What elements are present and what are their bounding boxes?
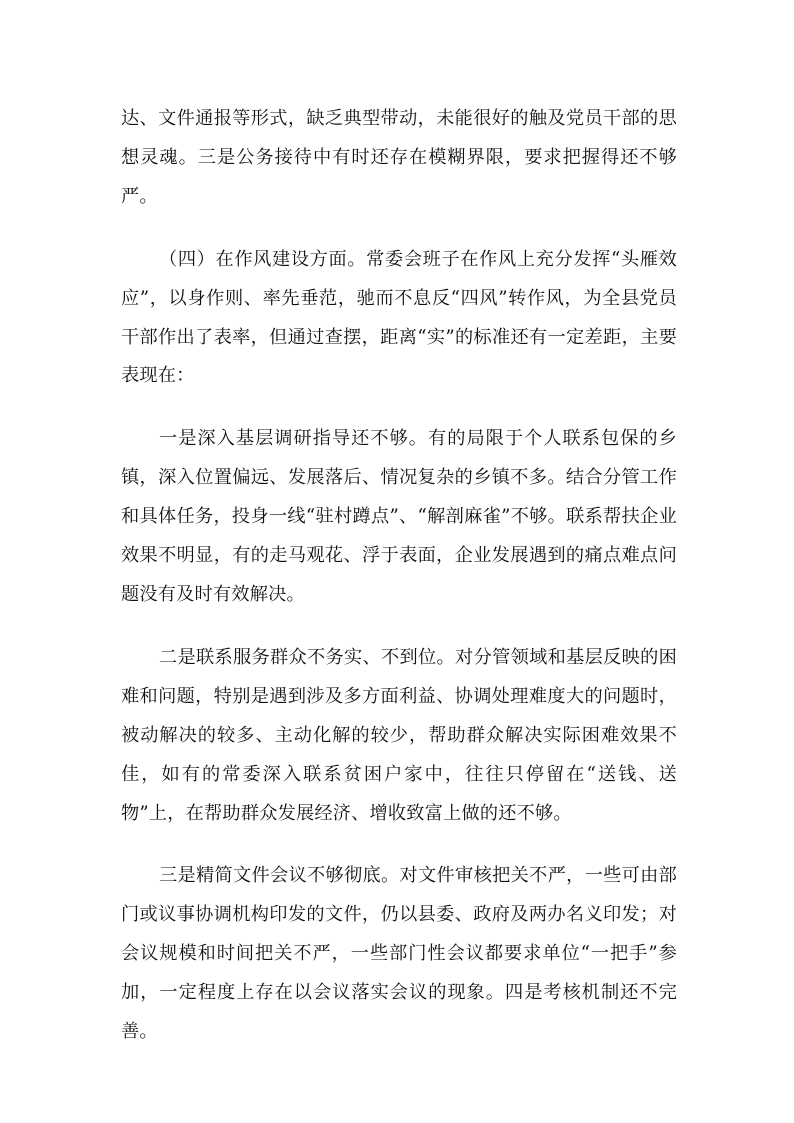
paragraph-point-one: 一是深入基层调研指导还不够。有的局限于个人联系包保的乡镇，深入位置偏远、发展落后、情况复杂的乡镇不多。结合分管工作和具体任务，投身一线“驻村蹲点”、“解剖麻雀”不够。联系帮扶企业效果不明显，有的走马观花、浮于表面，企业发展遇到的痛点难点问题没有及时有效解决。 — [121, 428, 677, 605]
paragraph-gap — [121, 396, 677, 420]
document-body — [121, 100, 677, 1052]
paragraph-gap — [121, 217, 677, 241]
paragraph-point-three: 三是精简文件会议不够彻底。对文件审核把关不严，一些可由部门或议事协调机构印发的文件，仍以县委、政府及两办名义印发；对会议规模和时间把关不严，一些部门性会议都要求单位“一把手”参加，一定程度上存在以会议落实会议的现象。四是考核机制还不完善。 — [121, 865, 677, 1043]
paragraph-section-four: （四）在作风建设方面。常委会班子在作风上充分发挥“头雁效应”，以身作则、率先垂范，驰而不息反“四风”转作风，为全县党员干部作出了表率，但通过查摆，距离“实”的标准还有一定差距，主要表现在： — [121, 248, 677, 387]
paragraph-point-two: 二是联系服务群众不务实、不到位。对分管领域和基层反映的困难和问题，特别是遇到涉及多方面利益、协调处理难度大的问题时，被动解决的较多、主动化解的较少，帮助群众解决实际困难效果不佳，如有的常委深入联系贫困户家中，往往只停留在“送钱、送物”上，在帮助群众发展经济、增收致富上做的还不够。 — [121, 646, 677, 824]
paragraph-continuation: 达、文件通报等形式，缺乏典型带动，未能很好的触及党员干部的思想灵魂。三是公务接待中有时还存在模糊界限，要求把握得还不够严。 — [121, 108, 677, 207]
paragraph-gap — [121, 615, 677, 639]
paragraph-gap — [121, 833, 677, 857]
